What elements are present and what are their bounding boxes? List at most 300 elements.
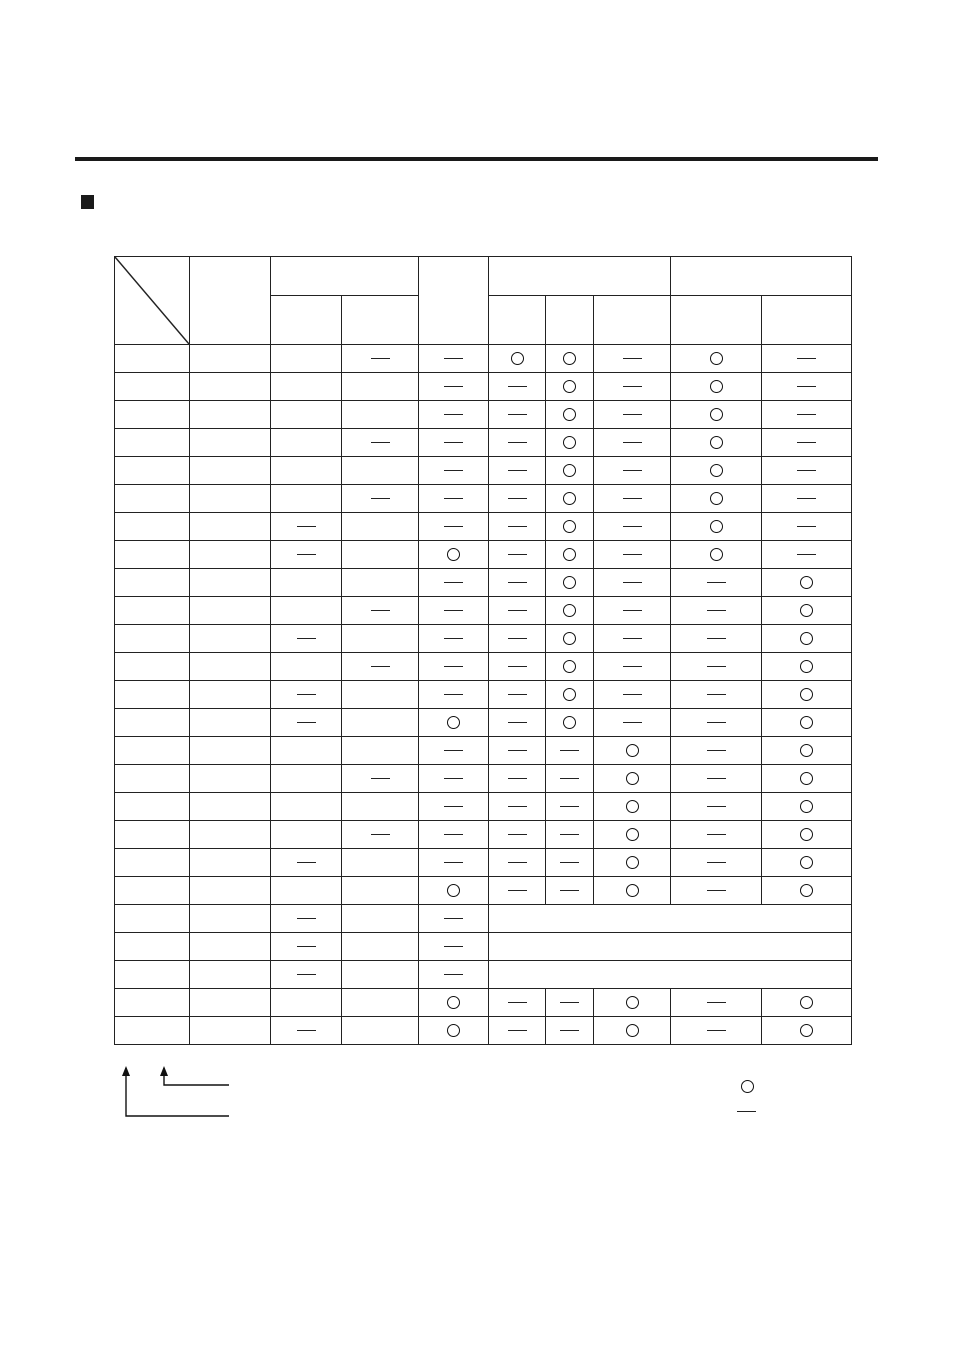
table-cell bbox=[342, 737, 419, 765]
merged-cell bbox=[489, 961, 852, 989]
dash-mark-icon bbox=[707, 862, 726, 863]
table-cell bbox=[342, 569, 419, 597]
dash-mark-icon bbox=[707, 1002, 726, 1003]
dash-mark-icon bbox=[560, 890, 579, 891]
table-cell bbox=[419, 849, 489, 877]
table-cell bbox=[419, 653, 489, 681]
dash-mark-icon bbox=[623, 554, 642, 555]
dash-mark-icon bbox=[560, 862, 579, 863]
table-cell bbox=[190, 737, 271, 765]
table-cell bbox=[190, 569, 271, 597]
table-cell bbox=[115, 681, 190, 709]
dash-mark-icon bbox=[707, 750, 726, 751]
table-row bbox=[115, 569, 852, 597]
table-cell bbox=[594, 401, 671, 429]
subheader-cell bbox=[762, 296, 852, 345]
table-cell bbox=[762, 877, 852, 905]
dash-mark-icon bbox=[707, 834, 726, 835]
circle-mark-icon bbox=[563, 548, 576, 561]
subheader-cell bbox=[271, 296, 342, 345]
table-cell bbox=[671, 373, 762, 401]
table-cell bbox=[489, 877, 546, 905]
table-cell bbox=[271, 625, 342, 653]
table-cell bbox=[342, 485, 419, 513]
circle-mark-icon bbox=[563, 716, 576, 729]
circle-mark-icon bbox=[626, 772, 639, 785]
table-cell bbox=[762, 793, 852, 821]
dash-mark-icon bbox=[371, 834, 390, 835]
table-cell bbox=[419, 373, 489, 401]
dash-mark-icon bbox=[371, 666, 390, 667]
dash-mark-icon bbox=[444, 638, 463, 639]
section-bullet-icon bbox=[81, 195, 94, 209]
circle-mark-icon bbox=[800, 800, 813, 813]
table-cell bbox=[271, 373, 342, 401]
table-cell bbox=[489, 793, 546, 821]
table-cell bbox=[546, 541, 594, 569]
subheader-cell bbox=[671, 296, 762, 345]
dash-mark-icon bbox=[444, 806, 463, 807]
dash-mark-icon bbox=[797, 526, 816, 527]
table-cell bbox=[271, 709, 342, 737]
table-cell bbox=[594, 653, 671, 681]
table-cell bbox=[190, 933, 271, 961]
table-cell bbox=[489, 989, 546, 1017]
table-cell bbox=[419, 933, 489, 961]
dash-mark-icon bbox=[508, 638, 527, 639]
dash-mark-icon bbox=[707, 694, 726, 695]
callout-arrow-inner bbox=[164, 1068, 229, 1085]
table-cell bbox=[489, 1017, 546, 1045]
table-cell bbox=[271, 401, 342, 429]
dash-mark-icon bbox=[707, 1030, 726, 1031]
circle-mark-icon bbox=[563, 688, 576, 701]
table-cell bbox=[546, 457, 594, 485]
table-cell bbox=[762, 373, 852, 401]
dash-mark-icon bbox=[623, 638, 642, 639]
corner-diagonal bbox=[115, 257, 189, 344]
table-cell bbox=[762, 541, 852, 569]
dash-mark-icon bbox=[560, 778, 579, 779]
table-cell bbox=[419, 485, 489, 513]
dash-mark-icon bbox=[508, 694, 527, 695]
table-cell bbox=[489, 513, 546, 541]
table-cell bbox=[671, 401, 762, 429]
dash-mark-icon bbox=[444, 358, 463, 359]
table-cell bbox=[762, 849, 852, 877]
circle-mark-icon bbox=[447, 548, 460, 561]
table-cell bbox=[594, 849, 671, 877]
table-cell bbox=[762, 513, 852, 541]
table-cell bbox=[546, 373, 594, 401]
circle-mark-icon bbox=[626, 828, 639, 841]
circle-mark-icon bbox=[800, 604, 813, 617]
table-cell bbox=[419, 541, 489, 569]
table-cell bbox=[671, 1017, 762, 1045]
table-cell bbox=[594, 457, 671, 485]
dash-mark-icon bbox=[623, 526, 642, 527]
table-cell bbox=[419, 513, 489, 541]
table-cell bbox=[419, 569, 489, 597]
dash-mark-icon bbox=[508, 554, 527, 555]
table-cell bbox=[419, 625, 489, 653]
table-cell bbox=[546, 569, 594, 597]
table-cell bbox=[342, 709, 419, 737]
table-cell bbox=[489, 401, 546, 429]
table-cell bbox=[489, 345, 546, 373]
dash-mark-icon bbox=[444, 918, 463, 919]
dash-mark-icon bbox=[297, 1030, 316, 1031]
merged-cell bbox=[489, 905, 852, 933]
table-cell bbox=[190, 401, 271, 429]
dash-mark-icon bbox=[560, 750, 579, 751]
table-cell bbox=[342, 401, 419, 429]
table-cell bbox=[489, 373, 546, 401]
dash-mark-icon bbox=[297, 946, 316, 947]
table-cell bbox=[271, 569, 342, 597]
table-cell bbox=[342, 373, 419, 401]
dash-mark-icon bbox=[508, 778, 527, 779]
dash-mark-icon bbox=[508, 414, 527, 415]
table-cell bbox=[671, 429, 762, 457]
table-cell bbox=[671, 513, 762, 541]
table-cell bbox=[419, 821, 489, 849]
merged-cell bbox=[489, 933, 852, 961]
specification-table bbox=[114, 256, 852, 1045]
table-cell bbox=[271, 989, 342, 1017]
circle-mark-icon bbox=[511, 352, 524, 365]
table-cell bbox=[762, 1017, 852, 1045]
circle-mark-icon bbox=[626, 856, 639, 869]
circle-mark-icon bbox=[563, 520, 576, 533]
table-cell bbox=[190, 485, 271, 513]
table-cell bbox=[762, 821, 852, 849]
table-cell bbox=[489, 681, 546, 709]
table-cell bbox=[594, 737, 671, 765]
table-cell bbox=[671, 569, 762, 597]
table-cell bbox=[342, 457, 419, 485]
table-row bbox=[115, 373, 852, 401]
dash-mark-icon bbox=[444, 498, 463, 499]
circle-mark-icon bbox=[710, 352, 723, 365]
dash-mark-icon bbox=[623, 442, 642, 443]
table-cell bbox=[271, 513, 342, 541]
table-cell bbox=[419, 401, 489, 429]
table-cell bbox=[489, 849, 546, 877]
table-cell bbox=[546, 653, 594, 681]
table-cell bbox=[762, 625, 852, 653]
table-cell bbox=[342, 961, 419, 989]
circle-mark-icon bbox=[563, 436, 576, 449]
table-cell bbox=[115, 625, 190, 653]
circle-mark-icon bbox=[626, 1024, 639, 1037]
dash-mark-icon bbox=[297, 638, 316, 639]
table-cell bbox=[489, 569, 546, 597]
table-cell bbox=[342, 877, 419, 905]
circle-mark-icon bbox=[447, 884, 460, 897]
table-cell bbox=[271, 681, 342, 709]
dash-mark-icon bbox=[623, 582, 642, 583]
circle-mark-icon bbox=[800, 828, 813, 841]
table-cell bbox=[342, 849, 419, 877]
table-row bbox=[115, 345, 852, 373]
dash-mark-icon bbox=[560, 806, 579, 807]
circle-mark-icon bbox=[800, 576, 813, 589]
table-cell bbox=[671, 849, 762, 877]
table-cell bbox=[342, 905, 419, 933]
table-cell bbox=[190, 1017, 271, 1045]
table-row bbox=[115, 625, 852, 653]
circle-mark-icon bbox=[563, 464, 576, 477]
circle-mark-icon bbox=[710, 436, 723, 449]
table-row bbox=[115, 849, 852, 877]
table-cell bbox=[190, 849, 271, 877]
table-cell bbox=[115, 653, 190, 681]
table-cell bbox=[671, 877, 762, 905]
table-cell bbox=[115, 373, 190, 401]
legend-circle-icon bbox=[741, 1080, 754, 1093]
dash-mark-icon bbox=[297, 694, 316, 695]
circle-mark-icon bbox=[563, 408, 576, 421]
table-cell bbox=[190, 961, 271, 989]
table-cell bbox=[271, 905, 342, 933]
dash-mark-icon bbox=[444, 974, 463, 975]
table-cell bbox=[342, 681, 419, 709]
table-cell bbox=[489, 653, 546, 681]
dash-mark-icon bbox=[797, 554, 816, 555]
dash-mark-icon bbox=[297, 526, 316, 527]
table-cell bbox=[594, 1017, 671, 1045]
table-cell bbox=[671, 653, 762, 681]
table-cell bbox=[546, 429, 594, 457]
circle-mark-icon bbox=[563, 380, 576, 393]
dash-mark-icon bbox=[444, 582, 463, 583]
table-cell bbox=[190, 541, 271, 569]
dash-mark-icon bbox=[508, 806, 527, 807]
table-cell bbox=[271, 849, 342, 877]
table-cell bbox=[671, 597, 762, 625]
circle-mark-icon bbox=[626, 996, 639, 1009]
arrowhead-outer-icon bbox=[122, 1066, 130, 1076]
table-cell bbox=[190, 877, 271, 905]
table-cell bbox=[342, 1017, 419, 1045]
table-cell bbox=[190, 513, 271, 541]
table-cell bbox=[671, 485, 762, 513]
table-cell bbox=[190, 653, 271, 681]
table-row bbox=[115, 765, 852, 793]
table-cell bbox=[594, 373, 671, 401]
dash-mark-icon bbox=[707, 778, 726, 779]
header-group-c bbox=[671, 257, 852, 296]
dash-mark-icon bbox=[508, 442, 527, 443]
dash-mark-icon bbox=[444, 610, 463, 611]
table-cell bbox=[190, 821, 271, 849]
table-cell bbox=[115, 401, 190, 429]
table-row bbox=[115, 793, 852, 821]
table-cell bbox=[190, 429, 271, 457]
table-cell bbox=[115, 457, 190, 485]
dash-mark-icon bbox=[797, 358, 816, 359]
circle-mark-icon bbox=[800, 772, 813, 785]
table-cell bbox=[762, 345, 852, 373]
table-cell bbox=[594, 709, 671, 737]
circle-mark-icon bbox=[800, 996, 813, 1009]
circle-mark-icon bbox=[447, 1024, 460, 1037]
table-cell bbox=[115, 737, 190, 765]
table-cell bbox=[190, 681, 271, 709]
circle-mark-icon bbox=[710, 464, 723, 477]
table-cell bbox=[489, 821, 546, 849]
dash-mark-icon bbox=[508, 890, 527, 891]
table-cell bbox=[115, 849, 190, 877]
table-cell bbox=[419, 905, 489, 933]
table-cell bbox=[762, 401, 852, 429]
table-cell bbox=[594, 345, 671, 373]
table-cell bbox=[190, 989, 271, 1017]
table-row bbox=[115, 933, 852, 961]
table-cell bbox=[594, 821, 671, 849]
circle-mark-icon bbox=[710, 520, 723, 533]
subheader-cell bbox=[594, 296, 671, 345]
table-row bbox=[115, 653, 852, 681]
table-cell bbox=[762, 653, 852, 681]
table-cell bbox=[115, 905, 190, 933]
table-cell bbox=[762, 485, 852, 513]
dash-mark-icon bbox=[444, 386, 463, 387]
table-cell bbox=[594, 541, 671, 569]
circle-mark-icon bbox=[710, 380, 723, 393]
dash-mark-icon bbox=[623, 610, 642, 611]
dash-mark-icon bbox=[444, 470, 463, 471]
circle-mark-icon bbox=[710, 492, 723, 505]
table-cell bbox=[594, 625, 671, 653]
table-cell bbox=[271, 877, 342, 905]
table-cell bbox=[594, 681, 671, 709]
table-cell bbox=[671, 737, 762, 765]
table-cell bbox=[271, 765, 342, 793]
table-cell bbox=[546, 737, 594, 765]
table-cell bbox=[762, 989, 852, 1017]
table-cell bbox=[489, 765, 546, 793]
table-cell bbox=[342, 653, 419, 681]
dash-mark-icon bbox=[623, 358, 642, 359]
table-row bbox=[115, 597, 852, 625]
dash-mark-icon bbox=[797, 470, 816, 471]
table-cell bbox=[671, 625, 762, 653]
dash-mark-icon bbox=[508, 610, 527, 611]
table-cell bbox=[489, 709, 546, 737]
dash-mark-icon bbox=[371, 778, 390, 779]
callout-arrow-outer bbox=[126, 1068, 229, 1116]
table-cell bbox=[271, 793, 342, 821]
table-cell bbox=[115, 429, 190, 457]
table-cell bbox=[419, 737, 489, 765]
table-cell bbox=[115, 345, 190, 373]
dash-mark-icon bbox=[508, 1030, 527, 1031]
table-cell bbox=[190, 625, 271, 653]
table-cell bbox=[419, 681, 489, 709]
table-cell bbox=[271, 485, 342, 513]
table-cell bbox=[762, 737, 852, 765]
table-cell bbox=[419, 457, 489, 485]
table-cell bbox=[594, 485, 671, 513]
circle-mark-icon bbox=[626, 884, 639, 897]
table-cell bbox=[190, 457, 271, 485]
circle-mark-icon bbox=[626, 800, 639, 813]
table-cell bbox=[115, 513, 190, 541]
table-row bbox=[115, 513, 852, 541]
dash-mark-icon bbox=[508, 498, 527, 499]
table-cell bbox=[271, 1017, 342, 1045]
table-row bbox=[115, 541, 852, 569]
corner-cell bbox=[115, 257, 190, 345]
table-cell bbox=[594, 569, 671, 597]
table-cell bbox=[489, 625, 546, 653]
table-cell bbox=[671, 765, 762, 793]
dash-mark-icon bbox=[508, 666, 527, 667]
table-cell bbox=[419, 345, 489, 373]
table-cell bbox=[115, 933, 190, 961]
table-cell bbox=[546, 401, 594, 429]
table-row bbox=[115, 989, 852, 1017]
table-cell bbox=[190, 373, 271, 401]
table-cell bbox=[271, 541, 342, 569]
table-cell bbox=[419, 793, 489, 821]
dash-mark-icon bbox=[797, 414, 816, 415]
table-cell bbox=[419, 429, 489, 457]
circle-mark-icon bbox=[800, 856, 813, 869]
table-cell bbox=[762, 709, 852, 737]
table-cell bbox=[190, 345, 271, 373]
table-row bbox=[115, 401, 852, 429]
dash-mark-icon bbox=[444, 862, 463, 863]
table-cell bbox=[271, 821, 342, 849]
table-cell bbox=[546, 793, 594, 821]
dash-mark-icon bbox=[797, 498, 816, 499]
table-cell bbox=[419, 989, 489, 1017]
table-cell bbox=[671, 821, 762, 849]
circle-mark-icon bbox=[563, 604, 576, 617]
table-cell bbox=[419, 1017, 489, 1045]
circle-mark-icon bbox=[563, 632, 576, 645]
circle-mark-icon bbox=[800, 632, 813, 645]
table-cell bbox=[489, 737, 546, 765]
dash-mark-icon bbox=[508, 1002, 527, 1003]
dash-mark-icon bbox=[444, 750, 463, 751]
table-cell bbox=[271, 597, 342, 625]
table-cell bbox=[546, 877, 594, 905]
dash-mark-icon bbox=[623, 498, 642, 499]
table-cell bbox=[342, 933, 419, 961]
circle-mark-icon bbox=[563, 660, 576, 673]
dash-mark-icon bbox=[560, 1030, 579, 1031]
circle-mark-icon bbox=[800, 744, 813, 757]
circle-mark-icon bbox=[563, 576, 576, 589]
circle-mark-icon bbox=[563, 352, 576, 365]
dash-mark-icon bbox=[623, 694, 642, 695]
table-cell bbox=[342, 793, 419, 821]
table-cell bbox=[546, 849, 594, 877]
dash-mark-icon bbox=[508, 834, 527, 835]
circle-mark-icon bbox=[710, 408, 723, 421]
table-row bbox=[115, 709, 852, 737]
table-cell bbox=[115, 821, 190, 849]
dash-mark-icon bbox=[797, 442, 816, 443]
table-cell bbox=[419, 765, 489, 793]
arrowhead-inner-icon bbox=[160, 1066, 168, 1076]
dash-mark-icon bbox=[707, 806, 726, 807]
table-cell bbox=[594, 513, 671, 541]
